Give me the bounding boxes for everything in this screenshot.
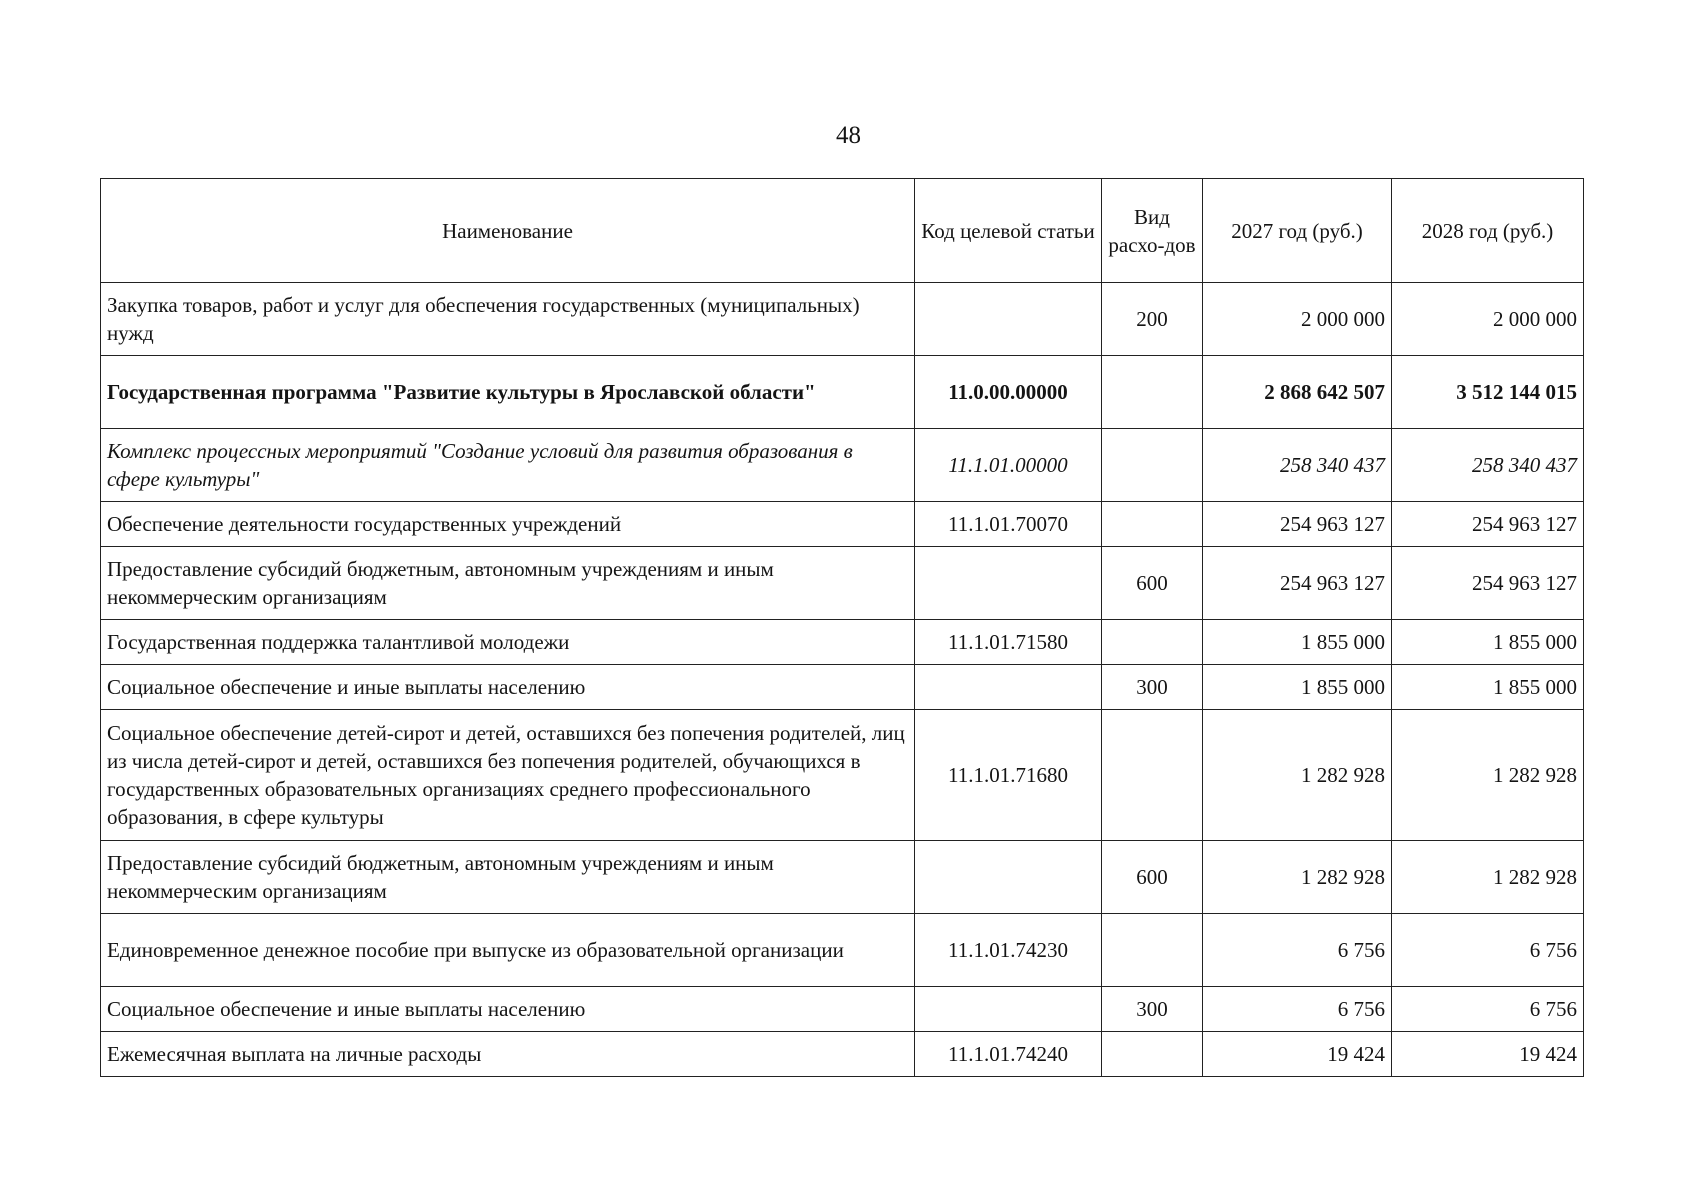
row-name: Ежемесячная выплата на личные расходы bbox=[101, 1032, 915, 1077]
row-code: 11.1.01.74230 bbox=[915, 914, 1102, 987]
row-2027: 2 868 642 507 bbox=[1203, 356, 1392, 429]
row-2028: 254 963 127 bbox=[1392, 502, 1584, 547]
row-2028: 1 855 000 bbox=[1392, 665, 1584, 710]
table-row bbox=[101, 841, 1584, 914]
row-name: Государственная поддержка талантливой молодежи bbox=[101, 620, 915, 665]
header-code: Код целевой статьи bbox=[915, 179, 1102, 283]
row-2027: 254 963 127 bbox=[1203, 502, 1392, 547]
table-row bbox=[101, 987, 1584, 1032]
row-2027: 19 424 bbox=[1203, 1032, 1392, 1077]
row-name: Предоставление субсидий бюджетным, автономным учреждениям и иным некоммерческим организациям bbox=[101, 547, 915, 620]
row-2027: 254 963 127 bbox=[1203, 547, 1392, 620]
row-code bbox=[915, 665, 1102, 710]
row-kind bbox=[1102, 914, 1203, 987]
table-row bbox=[101, 620, 1584, 665]
row-2028: 19 424 bbox=[1392, 1032, 1584, 1077]
row-2027: 1 282 928 bbox=[1203, 710, 1392, 841]
row-code bbox=[915, 987, 1102, 1032]
row-kind bbox=[1102, 1032, 1203, 1077]
row-kind: 300 bbox=[1102, 665, 1203, 710]
page-number: 48 bbox=[836, 122, 861, 149]
table-row bbox=[101, 547, 1584, 620]
row-code: 11.1.01.74240 bbox=[915, 1032, 1102, 1077]
row-code: 11.0.00.00000 bbox=[915, 356, 1102, 429]
row-2027: 6 756 bbox=[1203, 914, 1392, 987]
row-code: 11.1.01.70070 bbox=[915, 502, 1102, 547]
row-name: Социальное обеспечение и иные выплаты населению bbox=[101, 987, 915, 1032]
row-name: Социальное обеспечение детей-сирот и детей, оставшихся без попечения родителей, лиц из числа детей-сирот и детей, оставшихся без попечения родителей, обучающихся в государственных образовательных организациях среднего профессионального образования, в сфере культуры bbox=[101, 710, 915, 841]
table-row bbox=[101, 356, 1584, 429]
row-name: Предоставление субсидий бюджетным, автономным учреждениям и иным некоммерческим организациям bbox=[101, 841, 915, 914]
row-name: Закупка товаров, работ и услуг для обеспечения государственных (муниципальных) нужд bbox=[101, 283, 915, 356]
row-kind bbox=[1102, 710, 1203, 841]
row-2028: 1 282 928 bbox=[1392, 841, 1584, 914]
row-2027: 1 282 928 bbox=[1203, 841, 1392, 914]
row-2027: 1 855 000 bbox=[1203, 665, 1392, 710]
header-kind: Вид расхо-дов bbox=[1102, 179, 1203, 283]
table-row bbox=[101, 283, 1584, 356]
row-code: 11.1.01.71680 bbox=[915, 710, 1102, 841]
row-kind bbox=[1102, 429, 1203, 502]
row-kind: 600 bbox=[1102, 547, 1203, 620]
row-2028: 6 756 bbox=[1392, 987, 1584, 1032]
row-code: 11.1.01.71580 bbox=[915, 620, 1102, 665]
row-2028: 2 000 000 bbox=[1392, 283, 1584, 356]
row-2027: 2 000 000 bbox=[1203, 283, 1392, 356]
row-kind bbox=[1102, 502, 1203, 547]
row-2027: 1 855 000 bbox=[1203, 620, 1392, 665]
row-2028: 1 855 000 bbox=[1392, 620, 1584, 665]
row-kind: 300 bbox=[1102, 987, 1203, 1032]
table-row bbox=[101, 914, 1584, 987]
row-name: Государственная программа "Развитие культуры в Ярославской области" bbox=[101, 356, 915, 429]
row-code bbox=[915, 841, 1102, 914]
header-year-2028: 2028 год (руб.) bbox=[1392, 179, 1584, 283]
table-row bbox=[101, 429, 1584, 502]
row-name: Обеспечение деятельности государственных учреждений bbox=[101, 502, 915, 547]
row-code bbox=[915, 547, 1102, 620]
budget-table bbox=[100, 178, 1584, 1077]
row-code bbox=[915, 283, 1102, 356]
table-header-row bbox=[101, 179, 1584, 283]
row-2028: 258 340 437 bbox=[1392, 429, 1584, 502]
row-code: 11.1.01.00000 bbox=[915, 429, 1102, 502]
header-name: Наименование bbox=[101, 179, 915, 283]
row-name: Комплекс процессных мероприятий "Создание условий для развития образования в сфере культуры" bbox=[101, 429, 915, 502]
row-2028: 1 282 928 bbox=[1392, 710, 1584, 841]
table-row bbox=[101, 665, 1584, 710]
row-2028: 254 963 127 bbox=[1392, 547, 1584, 620]
table-row bbox=[101, 502, 1584, 547]
row-name: Единовременное денежное пособие при выпуске из образовательной организации bbox=[101, 914, 915, 987]
header-year-2027: 2027 год (руб.) bbox=[1203, 179, 1392, 283]
row-2027: 258 340 437 bbox=[1203, 429, 1392, 502]
row-kind: 200 bbox=[1102, 283, 1203, 356]
row-2028: 6 756 bbox=[1392, 914, 1584, 987]
row-name: Социальное обеспечение и иные выплаты населению bbox=[101, 665, 915, 710]
row-2028: 3 512 144 015 bbox=[1392, 356, 1584, 429]
table-row bbox=[101, 710, 1584, 841]
row-kind bbox=[1102, 620, 1203, 665]
row-kind bbox=[1102, 356, 1203, 429]
table-row bbox=[101, 1032, 1584, 1077]
row-kind: 600 bbox=[1102, 841, 1203, 914]
row-2027: 6 756 bbox=[1203, 987, 1392, 1032]
